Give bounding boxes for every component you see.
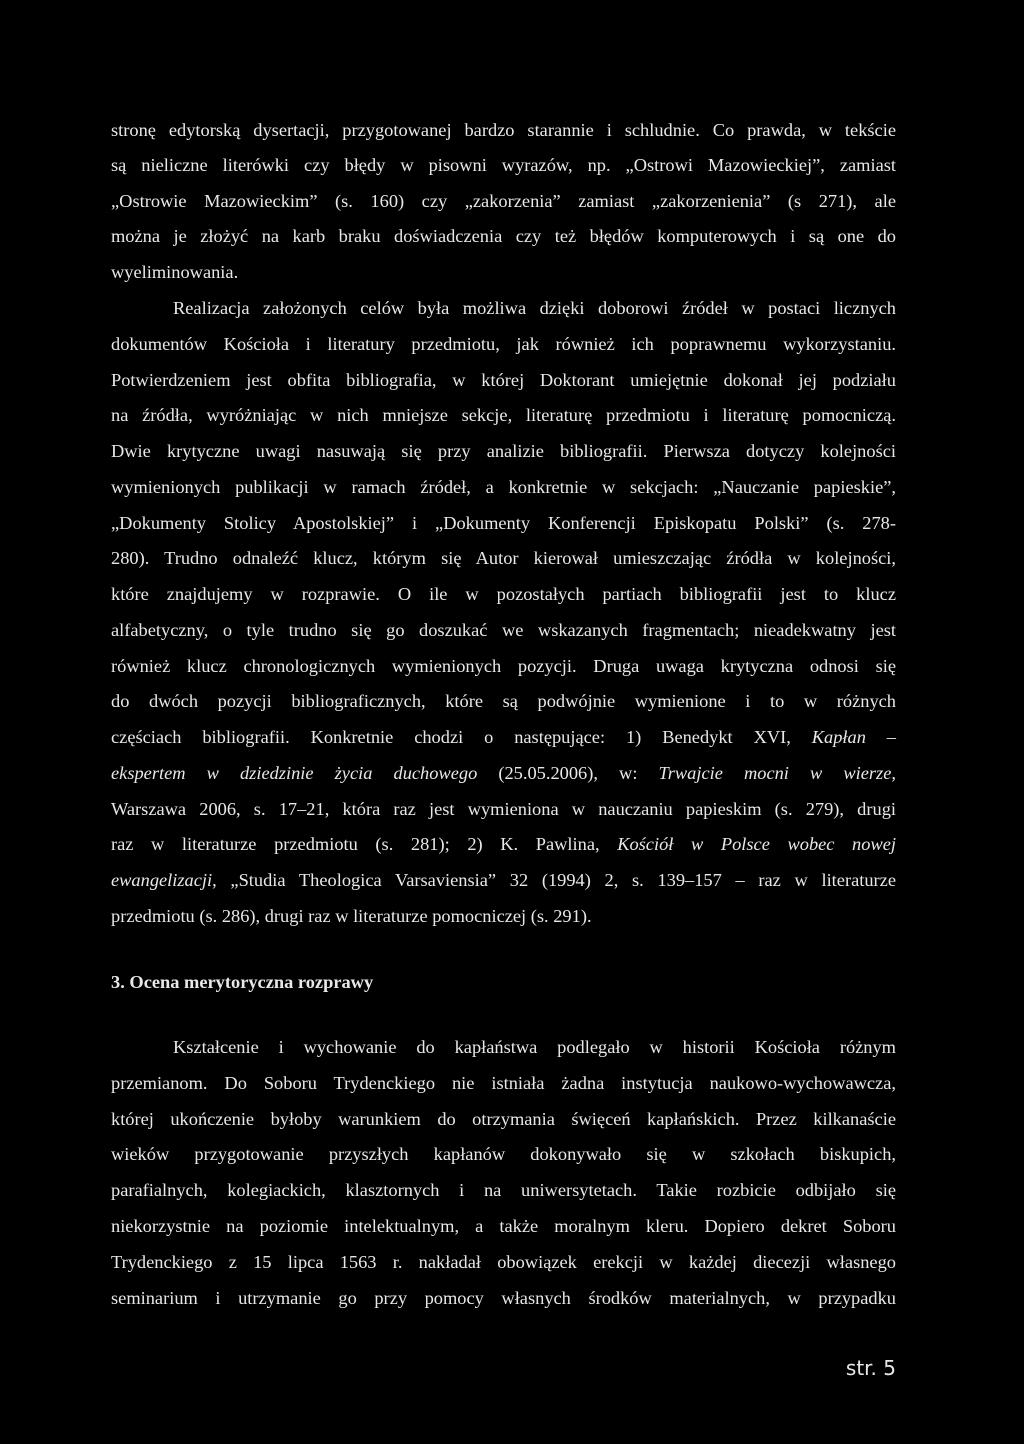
text-line: której ukończenie byłoby warunkiem do otrzymania święceń kapłańskich. Przez kilkanaście <box>111 1109 896 1129</box>
text-line: na źródła, wyróżniając w nich mniejsze sekcje, literaturę przedmiotu i literaturę pomocniczą. <box>111 405 896 425</box>
text-line: parafialnych, kolegiackich, klasztornych i na uniwersytetach. Takie rozbicie odbijało się <box>111 1180 896 1200</box>
text-line: stronę edytorską dysertacji, przygotowanej bardzo starannie i schludnie. Co prawda, w tekście <box>111 120 896 140</box>
text-line: seminarium i utrzymanie go przy pomocy własnych środków materialnych, w przypadku <box>111 1288 896 1308</box>
text-line: można je złożyć na karb braku doświadczenia czy też błędów komputerowych i są one do <box>111 226 896 246</box>
italic-title: ewangelizacji <box>111 870 213 890</box>
text-span: , „Studia Theologica Varsaviensia” 32 (1994) 2, s. 139–157 – raz w literaturze <box>212 870 896 890</box>
italic-title: ekspertem w dziedzinie życia duchowego <box>111 763 478 783</box>
text-span: częściach bibliografii. Konkretnie chodzi o następujące: 1) Benedykt XVI, <box>111 727 812 747</box>
text-line: „Dokumenty Stolicy Apostolskiej” i „Dokumenty Konferencji Episkopatu Polski” (s. 278- <box>111 513 896 533</box>
italic-title: Kapłan – <box>811 727 896 747</box>
text-line: wymienionych publikacji w ramach źródeł, a konkretnie w sekcjach: „Nauczanie papieskie”, <box>111 477 896 497</box>
text-line: które znajdujemy w rozprawie. O ile w pozostałych partiach bibliografii jest to klucz <box>111 584 896 604</box>
text-line: do dwóch pozycji bibliograficznych, które są podwójnie wymienione i to w różnych <box>111 691 896 711</box>
text-line: Warszawa 2006, s. 17–21, która raz jest wymieniona w nauczaniu papieskim (s. 279), drugi <box>111 799 896 819</box>
text-line: Realizacja założonych celów była możliwa dzięki doborowi źródeł w postaci licznych <box>173 298 896 318</box>
text-line: alfabetyczny, o tyle trudno się go doszukać we wskazanych fragmentach; nieadekwatny jest <box>111 620 896 640</box>
text-line <box>111 868 896 892</box>
text-line: „Ostrowie Mazowieckim” (s. 160) czy „zakorzenia” zamiast „zakorzenienia” (s 271), ale <box>111 191 896 211</box>
text-line <box>111 832 896 856</box>
text-line: Trydenckiego z 15 lipca 1563 r. nakładał obowiązek erekcji w każdej diecezji własnego <box>111 1252 896 1272</box>
text-line: 280). Trudno odnaleźć klucz, którym się Autor kierował umieszczając źródła w kolejności, <box>111 548 896 568</box>
text-span: , <box>891 763 896 783</box>
text-line: niekorzystnie na poziomie intelektualnym, a także moralnym kleru. Dopiero dekret Soboru <box>111 1216 896 1236</box>
italic-title: Kościół w Polsce wobec nowej <box>617 834 896 854</box>
text-line: dokumentów Kościoła i literatury przedmiotu, jak również ich poprawnemu wykorzystaniu. <box>111 334 896 354</box>
text-span: (25.05.2006), w: <box>477 763 659 783</box>
text-line: Dwie krytyczne uwagi nasuwają się przy analizie bibliografii. Pierwsza dotyczy kolejności <box>111 441 896 461</box>
text-span: raz w literaturze przedmiotu (s. 281); 2) K. Pawlina, <box>111 834 618 854</box>
section-heading: 3. Ocena merytoryczna rozprawy <box>111 972 374 992</box>
text-line: wyeliminowania. <box>111 262 239 282</box>
text-line: Kształcenie i wychowanie do kapłaństwa podlegało w historii Kościoła różnym <box>173 1037 896 1057</box>
text-line <box>111 725 896 749</box>
text-line: przedmiotu (s. 286), drugi raz w literaturze pomocniczej (s. 291). <box>111 906 592 926</box>
text-line: wieków przygotowanie przyszłych kapłanów dokonywało się w szkołach biskupich, <box>111 1144 896 1164</box>
text-line: przemianom. Do Soboru Trydenckiego nie istniała żadna instytucja naukowo-wychowawcza, <box>111 1073 896 1093</box>
text-line: również klucz chronologicznych wymienionych pozycji. Druga uwaga krytyczna odnosi się <box>111 656 896 676</box>
text-line: są nieliczne literówki czy błędy w pisowni wyrazów, np. „Ostrowi Mazowieckiej”, zamiast <box>111 155 896 175</box>
text-line <box>111 761 896 785</box>
page-number: str. 5 <box>845 1356 896 1380</box>
italic-title: Trwajcie mocni w wierze <box>658 763 892 783</box>
text-line: Potwierdzeniem jest obfita bibliografia, w której Doktorant umiejętnie dokonał jej podziału <box>111 370 896 390</box>
